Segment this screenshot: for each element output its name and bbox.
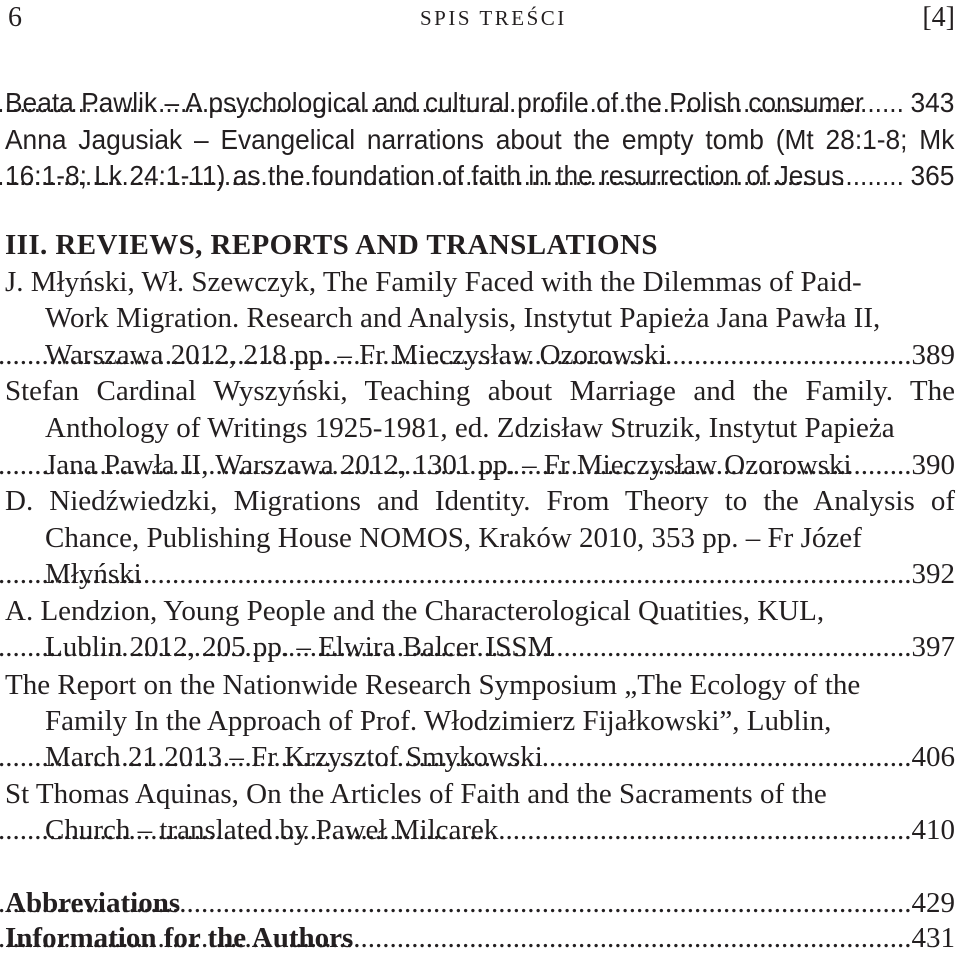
leader-dots	[105, 887, 912, 919]
entry-line: J. Młyński, Wł. Szewczyk, The Family Faced with the Dilemmas of Paid-	[5, 266, 862, 298]
leader-dots	[100, 558, 911, 590]
entry-line	[45, 339, 955, 371]
page-ref: 390	[911, 449, 955, 481]
entry-line	[5, 922, 955, 954]
page-number: 6	[8, 2, 22, 33]
page-ref: 389	[911, 339, 955, 371]
leader-dots	[184, 922, 912, 954]
entry-line: Chance, Publishing House NOMOS, Kraków 2010, 353 pp. – Fr Józef	[45, 522, 862, 554]
entry-line	[45, 814, 955, 846]
entry-line: Anthology of Writings 1925-1981, ed. Zdzisław Struzik, Instytut Papieża	[45, 412, 895, 444]
page-ref: 429	[911, 887, 955, 919]
entry-text: Beata Pawlik – A psychological and cultural profile of the Polish consumer	[5, 87, 864, 118]
entry-line	[45, 449, 955, 481]
entry-text: Warszawa 2012, 218 pp. – Fr Mieczysław Ozorowski	[45, 339, 667, 371]
entry-text: March 21 2013 – Fr Krzysztof Smykowski	[45, 741, 543, 773]
page-ref: 397	[911, 631, 955, 663]
leader-dots	[270, 741, 912, 773]
page-ref: 410	[911, 814, 955, 846]
entry-text: Abbreviations	[5, 887, 181, 919]
page-ref: 406	[911, 741, 955, 773]
leader-dots	[337, 160, 904, 192]
leader-dots	[309, 339, 912, 371]
leader-dots	[341, 87, 903, 119]
entry-text: 16:1-8; Lk 24:1-11) as the foundation of faith in the resurrection of Jesus	[5, 160, 845, 191]
entry-text: Church – translated by Paweł Milcarek	[45, 814, 499, 846]
page-ref: 343	[910, 87, 955, 118]
entry-line: Work Migration. Research and Analysis, Instytut Papieża Jana Pawła II,	[45, 302, 881, 334]
page-ref: 431	[911, 922, 955, 954]
leader-dots	[273, 631, 911, 663]
entry-line: The Report on the Nationwide Research Symposium „The Ecology of the	[5, 669, 861, 701]
entry-line: Family In the Approach of Prof. Włodzimierz Fijałkowski”, Lublin,	[45, 705, 832, 737]
entry-line	[5, 160, 954, 192]
entry-text: Lublin 2012, 205 pp. – Elwira Balcer ISSM	[45, 631, 554, 663]
entry-line	[5, 87, 954, 119]
entry-line: D. Niedźwiedzki, Migrations and Identity. From Theory to the Analysis of	[5, 485, 955, 517]
leader-dots	[255, 814, 912, 846]
entry-line: Anna Jagusiak – Evangelical narrations about the empty tomb (Mt 28:1-8; Mk	[5, 124, 955, 155]
section-heading: III. REVIEWS, REPORTS AND TRANSLATIONS	[5, 229, 658, 261]
page-ref: 365	[910, 160, 955, 191]
page-ref: 392	[911, 558, 955, 590]
entry-line	[45, 631, 955, 663]
section-marker: [4]	[922, 2, 955, 33]
entry-line	[45, 558, 955, 590]
entry-text: Młyński	[45, 558, 142, 590]
entry-text: Information for the Authors	[5, 922, 354, 954]
entry-text: Jana Pawła II, Warszawa 2012, 1301 pp. – Fr Mieczysław Ozorowski	[45, 449, 852, 481]
entry-line	[45, 741, 955, 773]
entry-line: Stefan Cardinal Wyszyński, Teaching about Marriage and the Family. The	[5, 375, 955, 407]
running-title: SPIS TREŚCI	[420, 6, 567, 30]
entry-line: St Thomas Aquinas, On the Articles of Faith and the Sacraments of the	[5, 778, 827, 810]
entry-line: A. Lendzion, Young People and the Characterological Quatities, KUL,	[5, 595, 825, 627]
entry-line	[5, 887, 955, 919]
leader-dots	[358, 449, 911, 481]
